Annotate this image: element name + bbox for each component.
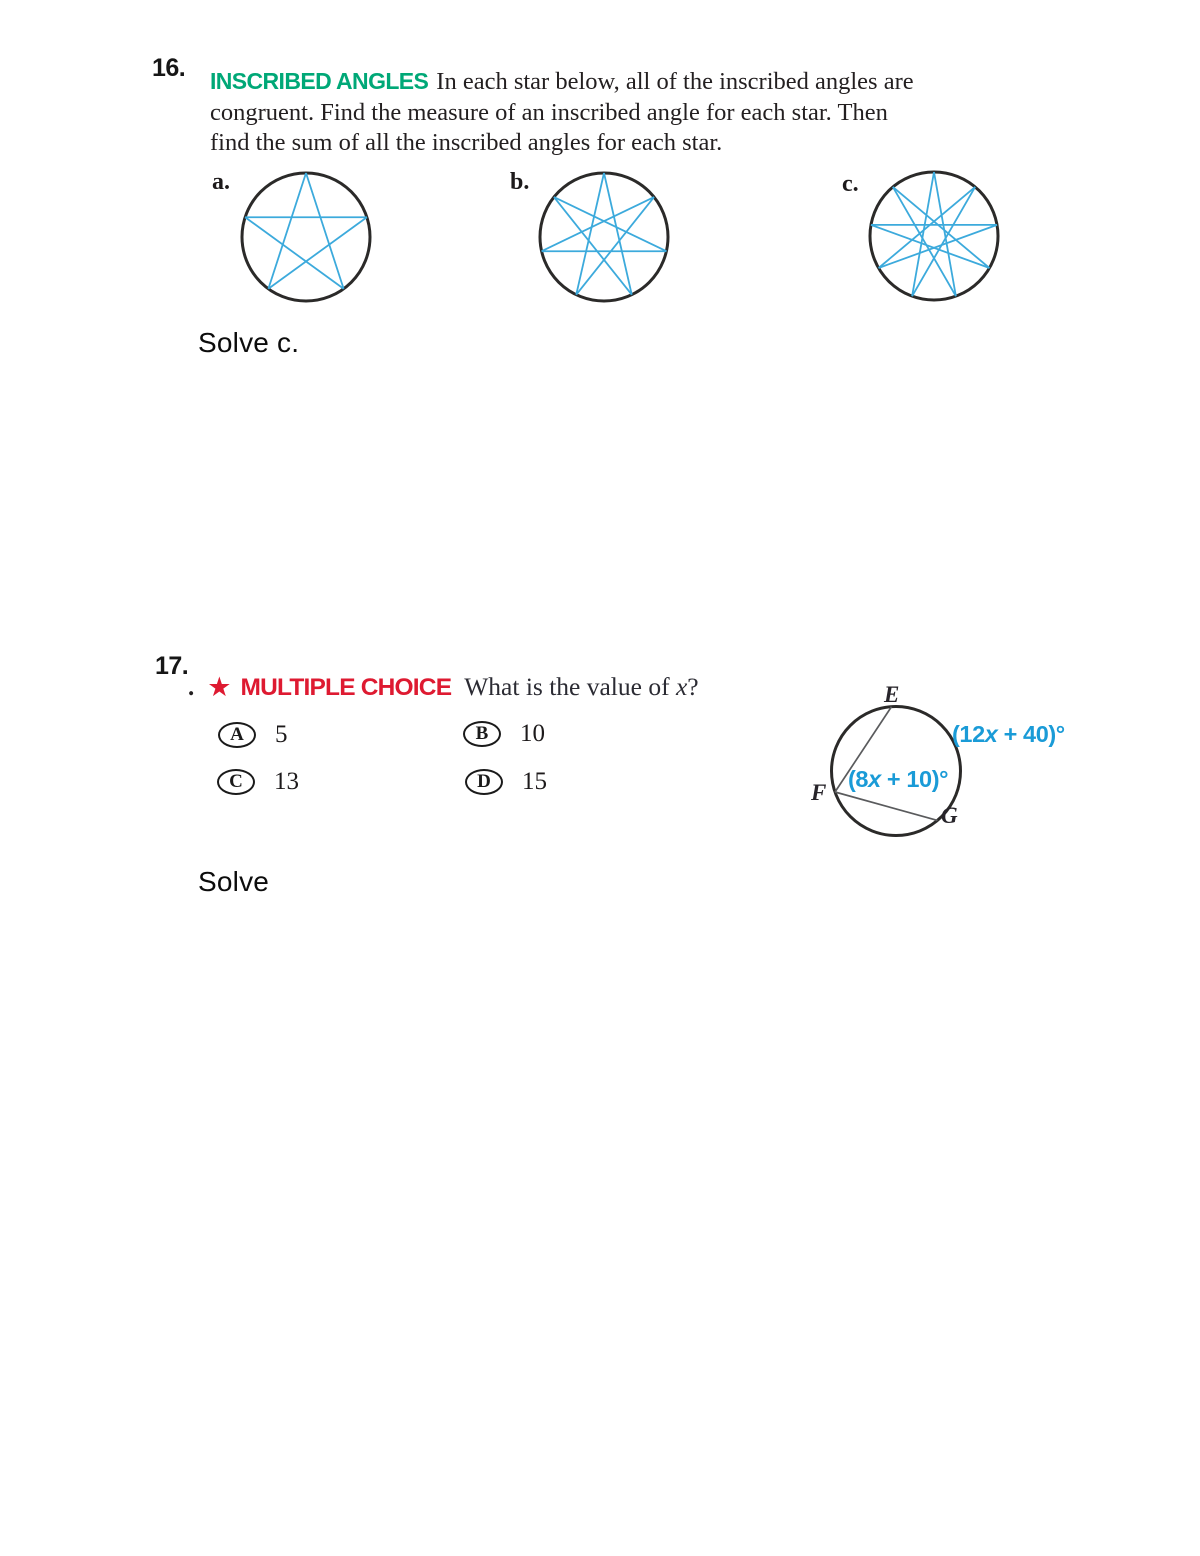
solve-c-note: Solve c.: [198, 327, 300, 358]
point-label-E: E: [884, 682, 900, 707]
choice-c-bubble[interactable]: C: [217, 769, 255, 795]
problem17-topic-label: MULTIPLE CHOICE: [240, 674, 452, 701]
problem16-topic-label: INSCRIBED ANGLES: [210, 68, 429, 94]
choice-c[interactable]: [217, 768, 304, 796]
star-a-label: a.: [212, 169, 230, 195]
choice-a[interactable]: [218, 721, 305, 749]
inscribed-angle-label: (8x + 10)°: [848, 766, 949, 792]
star-icon: ★: [207, 672, 232, 703]
problem16-line1-rest: In each star below, all of the inscribed angles are: [436, 68, 914, 95]
choice-b-value: 10: [520, 720, 545, 747]
star-chord: [871, 225, 989, 268]
pentagram-star-figure: [236, 167, 376, 307]
star-chord: [245, 217, 343, 289]
problem17-prompt: [188, 671, 699, 702]
problem17-question: What is the value of x?: [464, 672, 699, 701]
star-b-label: b.: [510, 169, 530, 195]
star-circle: [242, 173, 370, 301]
problem17-number: 17.: [155, 652, 189, 680]
choice-d-value: 15: [522, 768, 547, 795]
choice-d-bubble[interactable]: D: [465, 769, 503, 795]
star-circle: [870, 172, 998, 300]
choice-a-bubble[interactable]: A: [218, 722, 256, 748]
star-circle: [540, 173, 668, 301]
point-label-F: F: [811, 780, 827, 805]
arc-measure-label: (12x + 40)°: [952, 721, 1065, 747]
star-chord: [542, 197, 654, 251]
star-chord: [268, 217, 366, 289]
choice-b-bubble[interactable]: B: [463, 721, 501, 747]
star-chord: [306, 173, 344, 289]
star-chord: [268, 173, 306, 289]
problem16-text-line3: find the sum of all the inscribed angles for each star.: [210, 129, 723, 156]
nonagram-star-figure: [864, 166, 1004, 306]
heptagram-star-figure: [534, 167, 674, 307]
star-chord: [879, 225, 997, 268]
choice-d[interactable]: [465, 768, 552, 796]
problem16-number: 16.: [152, 54, 186, 82]
choice-a-value: 5: [275, 721, 288, 748]
problem16-text-line2: congruent. Find the measure of an inscribed angle for each star. Then: [210, 98, 888, 126]
choice-b[interactable]: [463, 720, 550, 748]
solve-note: Solve: [198, 866, 270, 897]
choice-c-value: 13: [274, 768, 299, 795]
star-c-label: c.: [842, 171, 859, 197]
circle-diagram: [800, 672, 1100, 850]
star-chord: [879, 187, 976, 268]
problem16-text: [210, 66, 1000, 159]
leading-period: .: [188, 674, 195, 701]
problem16-text-line1: [210, 66, 1000, 98]
star-chord: [554, 197, 666, 251]
star-chord: [893, 187, 990, 268]
point-label-G: G: [941, 803, 958, 828]
